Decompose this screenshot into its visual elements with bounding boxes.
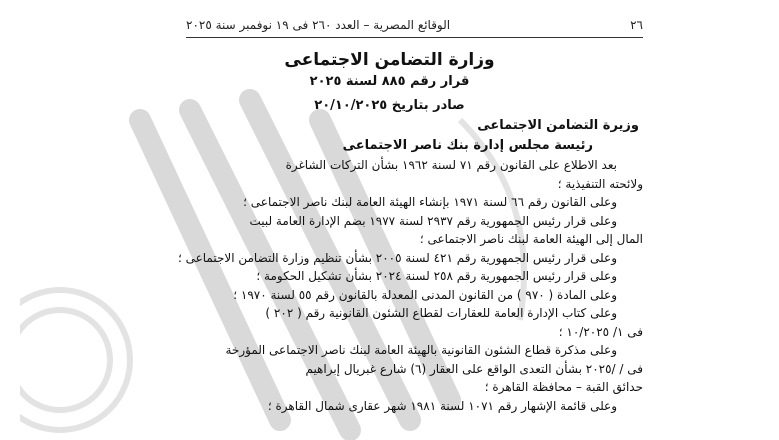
preamble-line: فى ١/ ١٠/٢٠٢٥ ؛ (558, 324, 643, 339)
preamble-line: وعلى كتاب الإدارة العامة للعقارات لقطاع الشئون القانونية رقم ( ٢٠٢ ) (265, 306, 617, 320)
decree-number: قرار رقم ٨٨٥ لسنة ٢٠٢٥ (309, 74, 470, 89)
preamble-line: المال إلى الهيئة العامة لبنك ناصر الاجتماعى ؛ (419, 232, 643, 246)
preamble-line: وعلى مذكرة قطاع الشئون القانونية بالهيئة العامة لبنك ناصر الاجتماعى المؤرخة (225, 343, 617, 357)
signatory-role: رئيسة مجلس إدارة بنك ناصر الاجتماعى (342, 138, 593, 153)
header-divider (186, 37, 643, 38)
running-header (186, 18, 643, 36)
preamble-line: وعلى قرار رئيس الجمهورية رقم ٢٥٨ لسنة ٢٠٢٤ بشأن تشكيل الحكومة ؛ (256, 269, 617, 283)
preamble-line: حدائق القبة – محافظة القاهرة ؛ (484, 380, 643, 394)
preamble-line: فى / /٢٠٢٥ بشأن التعدى الواقع على العقار (٦) شارع غبريال إبراهيم (305, 361, 643, 376)
preamble-line: ولائحته التنفيذية ؛ (557, 176, 643, 191)
preamble-line: وعلى المادة ( ٩٧٠ ) من القانون المدنى المعدلة بالقانون رقم ٥٥ لسنة ١٩٧٠ ؛ (233, 287, 617, 302)
publication-issue: الوقائع المصرية – العدد ٢٦٠ فى ١٩ نوفمبر سنة ٢٠٢٥ (186, 18, 451, 32)
preamble-line: وعلى قائمة الإشهار رقم ١٠٧١ لسنة ١٩٨١ شهر عقارى شمال القاهرة ؛ (267, 398, 617, 413)
decree-heading (180, 48, 599, 116)
preamble-line: وعلى قرار رئيس الجمهورية رقم ٤٢١ لسنة ٢٠٠٥ بشأن تنظيم وزارة التضامن الاجتماعى ؛ (177, 250, 617, 265)
signatory-block (139, 116, 639, 156)
ministry-title: وزارة التضامن الاجتماعى (284, 50, 495, 70)
decree-preamble (153, 156, 643, 415)
preamble-line: وعلى قرار رئيس الجمهورية رقم ٢٩٣٧ لسنة ١٩٧٧ بضم الإدارة العامة لبيت (249, 213, 617, 228)
issue-date: صادر بتاريخ ٢٠/١٠/٢٠٢٥ (314, 98, 465, 113)
page-number: ٢٦ (630, 18, 643, 32)
signatory-title: وزيرة التضامن الاجتماعى (477, 118, 639, 133)
preamble-line: بعد الاطلاع على القانون رقم ٧١ لسنة ١٩٦٢ بشأن التركات الشاغرة (285, 158, 617, 172)
preamble-line: وعلى القانون رقم ٦٦ لسنة ١٩٧١ بإنشاء الهيئة العامة لبنك ناصر الاجتماعى ؛ (243, 195, 617, 209)
